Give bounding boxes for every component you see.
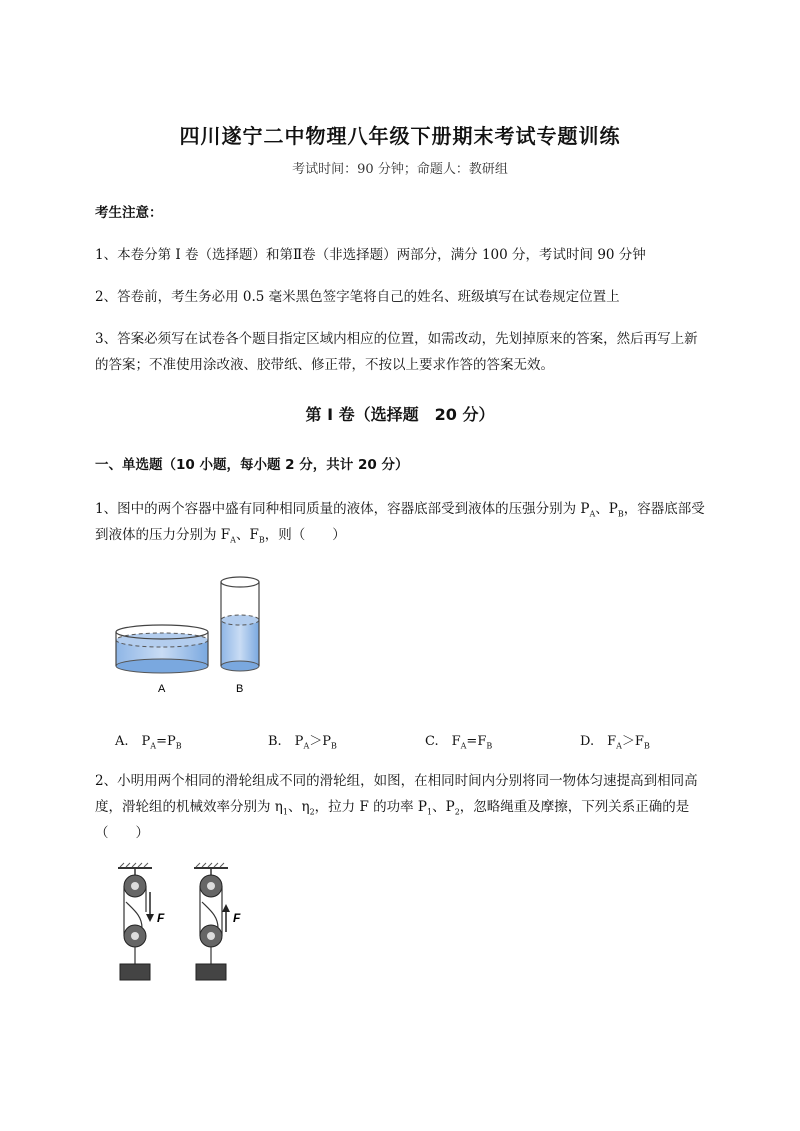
q1-text-2: 到液体的压力分别为 F [95,527,231,543]
q1-text: 1、图中的两个容器中盛有同种相同质量的液体，容器底部受到液体的压强分别为 P [95,501,590,517]
option-c[interactable] [425,730,492,751]
option-b-rel: ＞P [309,734,331,749]
pulley-system-right [194,863,241,980]
notice-item-1: 1、本卷分第 I 卷（选择题）和第Ⅱ卷（非选择题）两部分，满分 100 分，考试时间 90 分钟 [95,247,646,263]
option-b[interactable] [268,730,337,751]
figure-label-b: B [236,683,244,695]
option-d[interactable] [580,730,650,751]
part-heading: 一、单选题（10 小题，每小题 2 分，共计 20 分） [95,457,409,473]
notice-item-3-cont: 的答案；不准使用涂改液、胶带纸、修正带，不按以上要求作答的答案无效。 [95,357,554,373]
q2-end: ，忽略绳重及摩擦，下列关系正确的是 [459,799,690,815]
q1-end-2: ，则（ ） [264,527,346,543]
notice-item-3: 3、答案必须写在试卷各个题目指定区域内相应的位置，如需改动，先划掉原来的答案，然后再写上新 [95,331,698,347]
subscript-b: B [486,741,493,751]
q2-sep-2: 、P [432,799,455,815]
page-title: 四川遂宁二中物理八年级下册期末考试专题训练 [179,124,621,148]
option-a[interactable] [115,730,182,751]
option-c-text: C. F [425,734,461,749]
figure-label-a: A [158,683,166,695]
subscript-eta-1: 1 [282,807,288,817]
q2-power-text: ，拉力 F 的功率 P [314,799,427,815]
subscript-a: A [460,741,467,751]
subscript-p-2: 2 [454,807,460,817]
container-a [116,625,208,673]
container-b [221,577,259,671]
subscript-b: B [617,509,624,519]
subscript-a: A [303,741,310,751]
option-a-rel: =P [156,734,176,749]
question-1-line-2 [95,522,755,554]
force-label-left: F [157,911,165,925]
subscript-p-1: 1 [427,807,433,817]
option-b-text: B. P [268,734,304,749]
q1-sep: 、P [595,501,618,517]
subscript-eta-2: 2 [309,807,315,817]
q2-text: 度，滑轮组的机械效率分别为 η [95,799,283,815]
question-2-line-3: （ ） [95,825,149,841]
notice-item-2: 2、答卷前，考生务必用 0.5 毫米黑色签字笔将自己的姓名、班级填写在试卷规定位置上 [95,289,620,305]
force-label-right: F [233,911,241,925]
subscript-b: B [175,741,182,751]
question-2-line-1: 2、小明用两个相同的滑轮组成不同的滑轮组，如图，在相同时间内分别将同一物体匀速提高到相同高 [95,773,698,789]
option-d-text: D. F [580,734,617,749]
option-c-rel: =F [466,734,487,749]
subscript-b: B [258,535,265,545]
containers-figure [110,570,280,700]
q2-sep: 、η [287,799,310,815]
pulley-figure [112,862,272,1002]
subscript-a: A [616,741,622,751]
notice-heading: 考生注意： [95,205,163,221]
subscript-b: B [643,741,650,751]
option-d-rel: ＞F [621,734,644,749]
exam-info: 考试时间：90 分钟；命题人：教研组 [292,162,508,177]
subscript-a: A [150,741,157,751]
section-title: 第 I 卷（选择题 20 分） [305,405,495,424]
subscript-b: B [330,741,337,751]
subscript-a: A [230,535,236,545]
q1-sep-2: 、F [235,527,259,543]
q1-end: ，容器底部受 [623,501,705,517]
option-a-text: A. P [115,734,151,749]
pulley-system-left [118,863,165,980]
subscript-a: A [589,509,596,519]
